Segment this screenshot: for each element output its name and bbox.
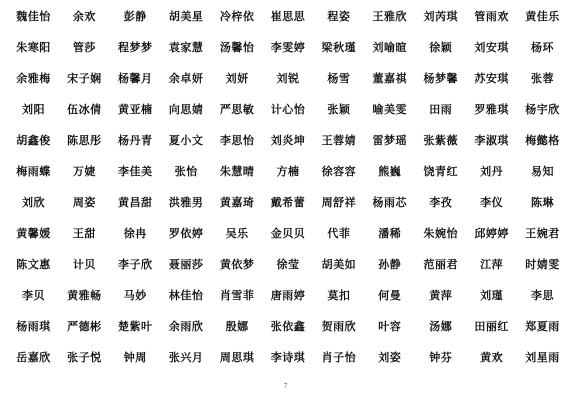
name-cell: 钟芬: [429, 350, 453, 364]
name-cell: 戴希蕾: [270, 195, 306, 209]
name-cell: 计心怡: [270, 102, 306, 116]
name-cell: 刘炎坤: [270, 133, 306, 147]
name-cell: 何曼: [378, 288, 402, 302]
name-cell: 郑夏雨: [525, 319, 560, 333]
name-cell: 唐雨婷: [270, 288, 306, 302]
name-cell: 黄佳乐: [525, 9, 560, 23]
name-cell: 刘瑾: [480, 288, 504, 302]
name-cell: 向思婧: [168, 102, 204, 116]
name-cell: 徐容容: [321, 164, 357, 178]
page-number: 7: [283, 383, 288, 390]
name-cell: 吴乐: [225, 226, 249, 240]
name-cell: 莫扣: [327, 288, 351, 302]
name-cell: 刘喻暄: [372, 40, 408, 54]
name-cell: 刘姿: [378, 350, 402, 364]
name-cell: 黄雅畅: [67, 288, 102, 302]
name-cell: 罗雅琪: [474, 102, 509, 116]
name-cell: 王甜: [72, 226, 96, 240]
name-cell: 朱慧晴: [219, 164, 255, 178]
name-cell: 张子悦: [67, 350, 102, 364]
name-cell: 方楠: [276, 164, 300, 178]
name-cell: 余欢: [72, 9, 96, 23]
name-cell: 杨梦馨: [423, 71, 458, 85]
name-cell: 张怡: [174, 164, 198, 178]
name-cell: 朱婉怡: [423, 226, 458, 240]
name-cell: 张蓉: [531, 71, 555, 85]
name-cell: 金贝贝: [270, 226, 306, 240]
name-cell: 刘欣: [21, 195, 45, 209]
name-cell: 朱寒阳: [16, 40, 51, 54]
name-cell: 易知: [531, 164, 555, 178]
name-cell: 程梦梦: [118, 40, 153, 54]
name-cell: 江萍: [480, 257, 504, 271]
name-cell: 潘稀: [378, 226, 402, 240]
name-cell: 胡鑫俊: [16, 133, 51, 147]
name-cell: 徐莹: [276, 257, 300, 271]
name-cell: 程姿: [327, 9, 351, 23]
name-cell: 余卓妍: [168, 71, 204, 85]
name-cell: 周思琪: [219, 350, 255, 364]
name-cell: 伍冰倩: [67, 102, 102, 116]
name-cell: 刘安琪: [474, 40, 509, 54]
name-cell: 李子欣: [118, 257, 153, 271]
name-cell: 张紫薇: [423, 133, 458, 147]
name-cell: 熊巍: [378, 164, 402, 178]
name-cell: 陈思彤: [67, 133, 102, 147]
name-cell: 李雯婷: [270, 40, 306, 54]
name-cell: 杨馨月: [118, 71, 153, 85]
name-cell: 张依鑫: [270, 319, 306, 333]
name-cell: 黄嘉琦: [219, 195, 255, 209]
name-cell: 余雨欣: [168, 319, 204, 333]
name-cell: 刘丹: [480, 164, 504, 178]
name-cell: 徐冉: [123, 226, 147, 240]
name-cell: 岳嘉欣: [16, 350, 51, 364]
name-grid: [8, 0, 568, 372]
name-cell: 徐颖: [429, 40, 453, 54]
name-cell: 彭静: [123, 9, 147, 23]
name-cell: 冷梓依: [219, 9, 255, 23]
name-cell: 刘芮琪: [423, 9, 458, 23]
name-cell: 田雨: [429, 102, 453, 116]
name-cell: 杨宇欣: [525, 102, 560, 116]
name-cell: 魏佳怡: [16, 9, 51, 23]
name-cell: 杨丹青: [118, 133, 153, 147]
name-cell: 董嘉祺: [372, 71, 408, 85]
name-cell: 饶青红: [423, 164, 458, 178]
name-cell: 崔思思: [270, 9, 306, 23]
name-cell: 李诗琪: [270, 350, 306, 364]
name-cell: 孙静: [378, 257, 402, 271]
name-cell: 田丽红: [474, 319, 509, 333]
name-cell: 万婕: [72, 164, 96, 178]
name-cell: 陈文惠: [16, 257, 51, 271]
name-cell: 张兴月: [168, 350, 204, 364]
name-cell: 聂丽莎: [168, 257, 204, 271]
name-cell: 梁秋瑾: [321, 40, 357, 54]
name-cell: 梅懿格: [525, 133, 560, 147]
name-cell: 夏小文: [168, 133, 204, 147]
name-cell: 计贝: [72, 257, 96, 271]
name-cell: 杨雪: [327, 71, 351, 85]
name-cell: 肖雪菲: [219, 288, 255, 302]
name-cell: 李仪: [480, 195, 504, 209]
name-cell: 王婉君: [525, 226, 560, 240]
name-cell: 梅雨蝶: [16, 164, 51, 178]
name-cell: 林佳怡: [168, 288, 204, 302]
name-cell: 刘妍: [225, 71, 249, 85]
name-cell: 胡美星: [168, 9, 204, 23]
name-cell: 杨雨芯: [372, 195, 408, 209]
name-cell: 余雅梅: [16, 71, 51, 85]
name-cell: 汤娜: [429, 319, 453, 333]
name-cell: 叶容: [378, 319, 402, 333]
name-cell: 李贝: [21, 288, 45, 302]
name-cell: 黄昌甜: [118, 195, 153, 209]
name-cell: 周姿: [72, 195, 96, 209]
name-cell: 喻美雯: [372, 102, 408, 116]
name-cell: 黄馨媛: [16, 226, 51, 240]
name-cell: 钟周: [123, 350, 147, 364]
name-cell: 黄欢: [480, 350, 504, 364]
name-cell: 黄依梦: [219, 257, 255, 271]
name-cell: 楚紫叶: [118, 319, 153, 333]
name-cell: 王蓉婧: [321, 133, 357, 147]
name-cell: 罗依婷: [168, 226, 204, 240]
name-cell: 李思: [531, 288, 555, 302]
name-cell: 马妙: [123, 288, 147, 302]
name-cell: 邱婷婷: [474, 226, 509, 240]
name-cell: 刘阳: [21, 102, 45, 116]
name-cell: 汤馨怡: [219, 40, 255, 54]
name-cell: 张颖: [327, 102, 351, 116]
name-cell: 袁家慧: [168, 40, 204, 54]
name-cell: 周舒祥: [321, 195, 357, 209]
name-cell: 李思怡: [219, 133, 255, 147]
name-cell: 陈琳: [531, 195, 555, 209]
name-cell: 代菲: [327, 226, 351, 240]
name-cell: 胡美如: [321, 257, 357, 271]
name-cell: 杨雨琪: [16, 319, 51, 333]
name-cell: 严德彬: [67, 319, 102, 333]
name-cell: 雷梦瑶: [372, 133, 408, 147]
name-cell: 李佳美: [118, 164, 153, 178]
name-cell: 黄亚楠: [118, 102, 153, 116]
name-cell: 杨环: [531, 40, 555, 54]
name-cell: 殷娜: [225, 319, 249, 333]
name-cell: 严思敏: [219, 102, 255, 116]
name-cell: 管雨欢: [474, 9, 509, 23]
name-cell: 刘锐: [276, 71, 300, 85]
name-cell: 李孜: [429, 195, 453, 209]
name-cell: 洪雅男: [168, 195, 204, 209]
name-cell: 李淑琪: [474, 133, 509, 147]
name-cell: 宋子娴: [67, 71, 102, 85]
name-cell: 刘星雨: [525, 350, 560, 364]
name-cell: 黄萍: [429, 288, 453, 302]
name-cell: 王雅欣: [372, 9, 408, 23]
name-cell: 范丽君: [423, 257, 458, 271]
name-cell: 时婧雯: [525, 257, 560, 271]
name-cell: 管莎: [72, 40, 96, 54]
name-cell: 肖子怡: [321, 350, 357, 364]
name-cell: 苏安琪: [474, 71, 509, 85]
name-cell: 贺雨欣: [321, 319, 357, 333]
